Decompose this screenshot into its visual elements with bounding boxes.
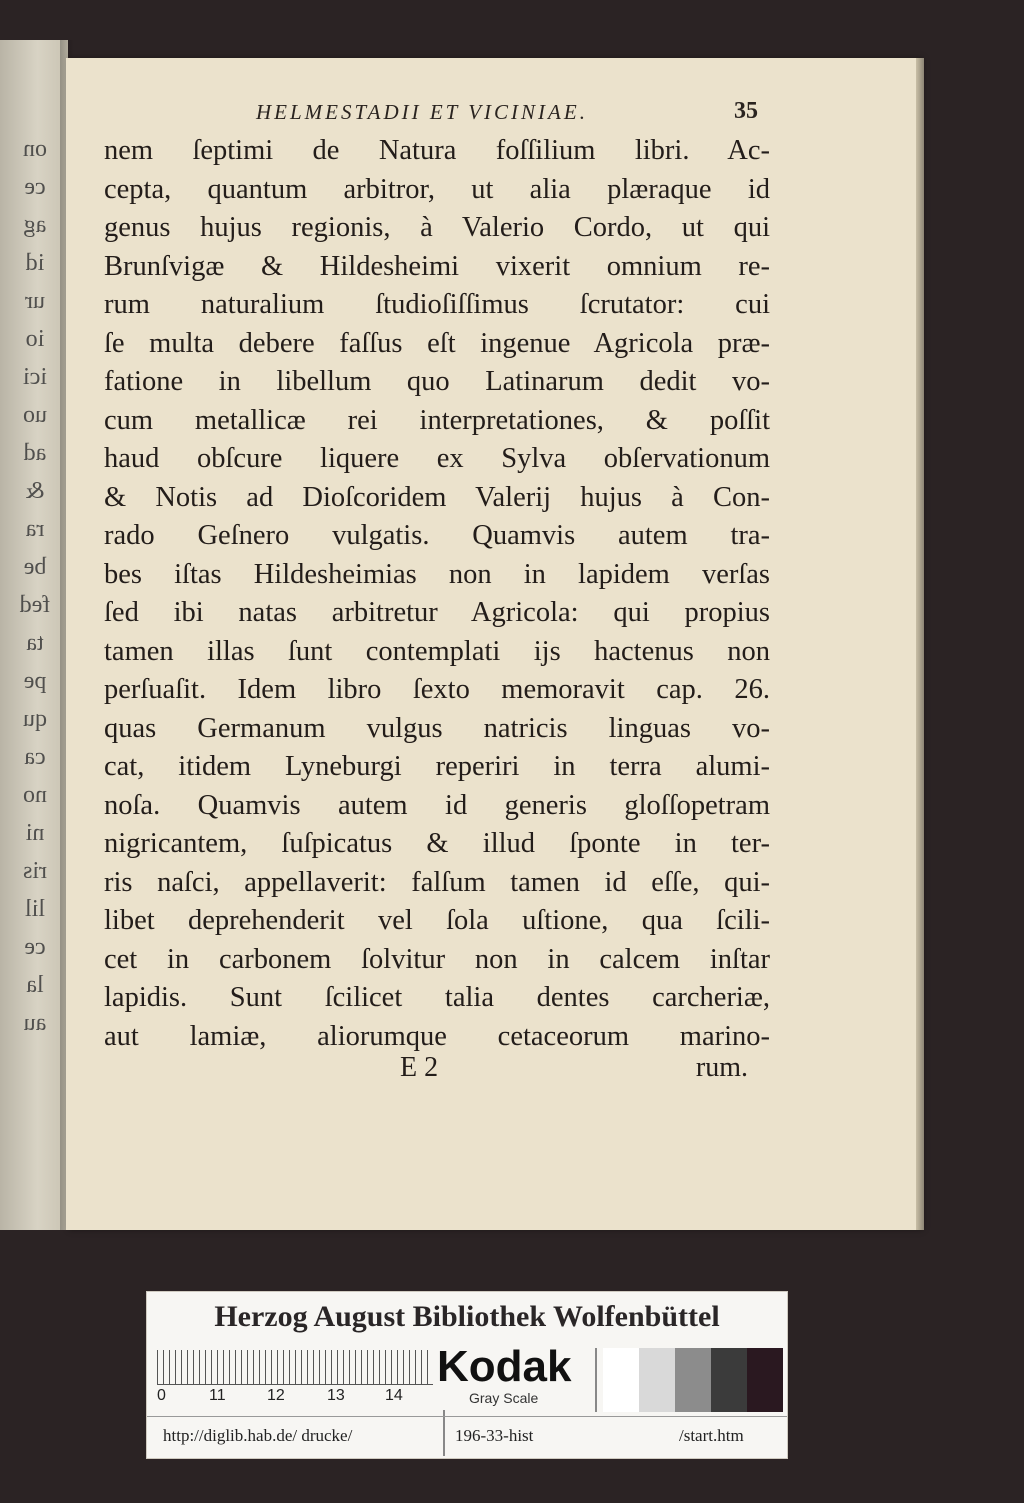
text-line: cepta, quantum arbitror, ut alia plæraque id (104, 173, 770, 205)
gray-swatch (747, 1348, 783, 1412)
text-line: genus hujus regionis, à Valerio Cordo, ut qui (104, 212, 770, 243)
text-line: lapidis. Sunt ſcilicet talia dentes carcheriæ, (104, 982, 770, 1013)
previous-page-fragment: ca (24, 744, 46, 770)
text-line: nigricantem, ſuſpicatus & illud ſponte in ter- (104, 828, 770, 859)
previous-page-fragment: au (23, 1010, 47, 1036)
previous-page-fragment: la (26, 972, 44, 998)
previous-page-fragment: io (25, 326, 45, 352)
gray-swatch (603, 1348, 639, 1412)
url-end: /start.htm (679, 1426, 744, 1445)
text-line: rum naturalium ſtudioſiſſimus ſcrutator: cui (104, 289, 770, 320)
previous-page-fragment: ris (23, 858, 47, 884)
catchline (104, 1052, 770, 1088)
previous-page-fragment: ni (25, 820, 45, 846)
page-edge (916, 58, 924, 1230)
previous-page-fragment: ta (26, 630, 44, 656)
previous-page-fragment: qu (23, 706, 47, 732)
page-number: 35 (734, 98, 758, 124)
running-head: HELMESTADII ET VICINIAE. (256, 100, 588, 124)
text-line: ſed ibi natas arbitretur Agricola: qui propius (104, 597, 770, 628)
text-line: libet deprehenderit vel ſola uſtione, qua ſcili- (104, 905, 770, 936)
body-text (104, 132, 770, 1056)
divider (147, 1416, 787, 1417)
catchword: rum. (695, 1052, 748, 1083)
text-line: cat, itidem Lyneburgi reperiri in terra alumi- (104, 751, 770, 782)
text-line: cet in carbonem ſolvitur non in calcem inſtar (104, 943, 770, 975)
text-line: bes iſtas Hildesheimias non in lapidem verſas (104, 558, 770, 590)
previous-page-fragment: id (25, 250, 45, 276)
text-line: nem ſeptimi de Natura foſſilium libri. Ac- (104, 135, 770, 166)
text-line: perſuaſit. Idem libro ſexto memoravit cap. 26. (104, 674, 770, 705)
gray-scale-swatches (603, 1348, 783, 1412)
previous-page-fragment: be (23, 554, 47, 580)
previous-page-fragment: fed (19, 592, 51, 618)
gray-scale-label: Gray Scale (469, 1390, 539, 1406)
previous-page-edge (0, 40, 68, 1230)
previous-page-fragment: ag (23, 212, 47, 238)
ruler-label: 12 (267, 1387, 285, 1404)
shelfmark: 196-33-hist (455, 1426, 534, 1445)
text-line: & Notis ad Dioſcoridem Valerij hujus à Con- (104, 481, 770, 513)
previous-page-fragment: pe (23, 668, 47, 694)
previous-page-fragment: uo (23, 402, 47, 428)
color-target-card (146, 1291, 788, 1459)
text-line: Brunſvigæ & Hildesheimi vixerit omnium re- (104, 250, 770, 282)
text-line: aut lamiæ, aliorumque cetaceorum marino- (104, 1020, 770, 1052)
previous-page-fragment: ra (25, 516, 45, 542)
text-line: haud obſcure liquere ex Sylva obſervationum (104, 443, 770, 474)
text-line: ris naſci, appellaverit: falſum tamen id eſſe, qui- (104, 866, 770, 898)
previous-page-fragment: no (23, 782, 47, 808)
previous-page-fragment: ce (24, 934, 46, 960)
gray-swatch (711, 1348, 747, 1412)
previous-page-fragment: ad (23, 440, 47, 466)
previous-page-fragment: ce (24, 174, 46, 200)
divider (595, 1348, 597, 1412)
ruler-label: 13 (327, 1387, 345, 1404)
text-line: ſe multa debere faſſus eſt ingenue Agricola præ- (104, 327, 770, 359)
text-line: quas Germanum vulgus natricis linguas vo- (104, 712, 770, 744)
previous-page-fragment: & (25, 478, 45, 504)
kodak-logo: Kodak (437, 1342, 572, 1391)
gray-swatch (639, 1348, 675, 1412)
text-line: cum metallicæ rei interpretationes, & poſſit (104, 404, 770, 436)
text-line: fatione in libellum quo Latinarum dedit vo- (104, 366, 770, 397)
previous-page-fragment: ur (25, 288, 45, 314)
previous-page-fragment: ici (23, 364, 47, 390)
ruler-label: 0 (157, 1387, 166, 1404)
ruler-label: 11 (209, 1387, 226, 1404)
gray-swatch (675, 1348, 711, 1412)
previous-page-fragment: lil (25, 896, 46, 922)
url-base: http://diglib.hab.de/ drucke/ (163, 1426, 353, 1445)
scale-ruler (157, 1350, 433, 1385)
previous-page-fragment: on (23, 136, 47, 162)
ruler-label: 14 (385, 1387, 403, 1404)
text-line: noſa. Quamvis autem id generis gloſſopetram (104, 789, 770, 821)
text-line: tamen illas ſunt contemplati ijs hactenus non (104, 635, 770, 667)
text-line: rado Geſnero vulgatis. Quamvis autem tra- (104, 520, 770, 551)
signature-mark: E 2 (400, 1052, 439, 1083)
library-name: Herzog August Bibliothek Wolfenbüttel (214, 1300, 720, 1333)
